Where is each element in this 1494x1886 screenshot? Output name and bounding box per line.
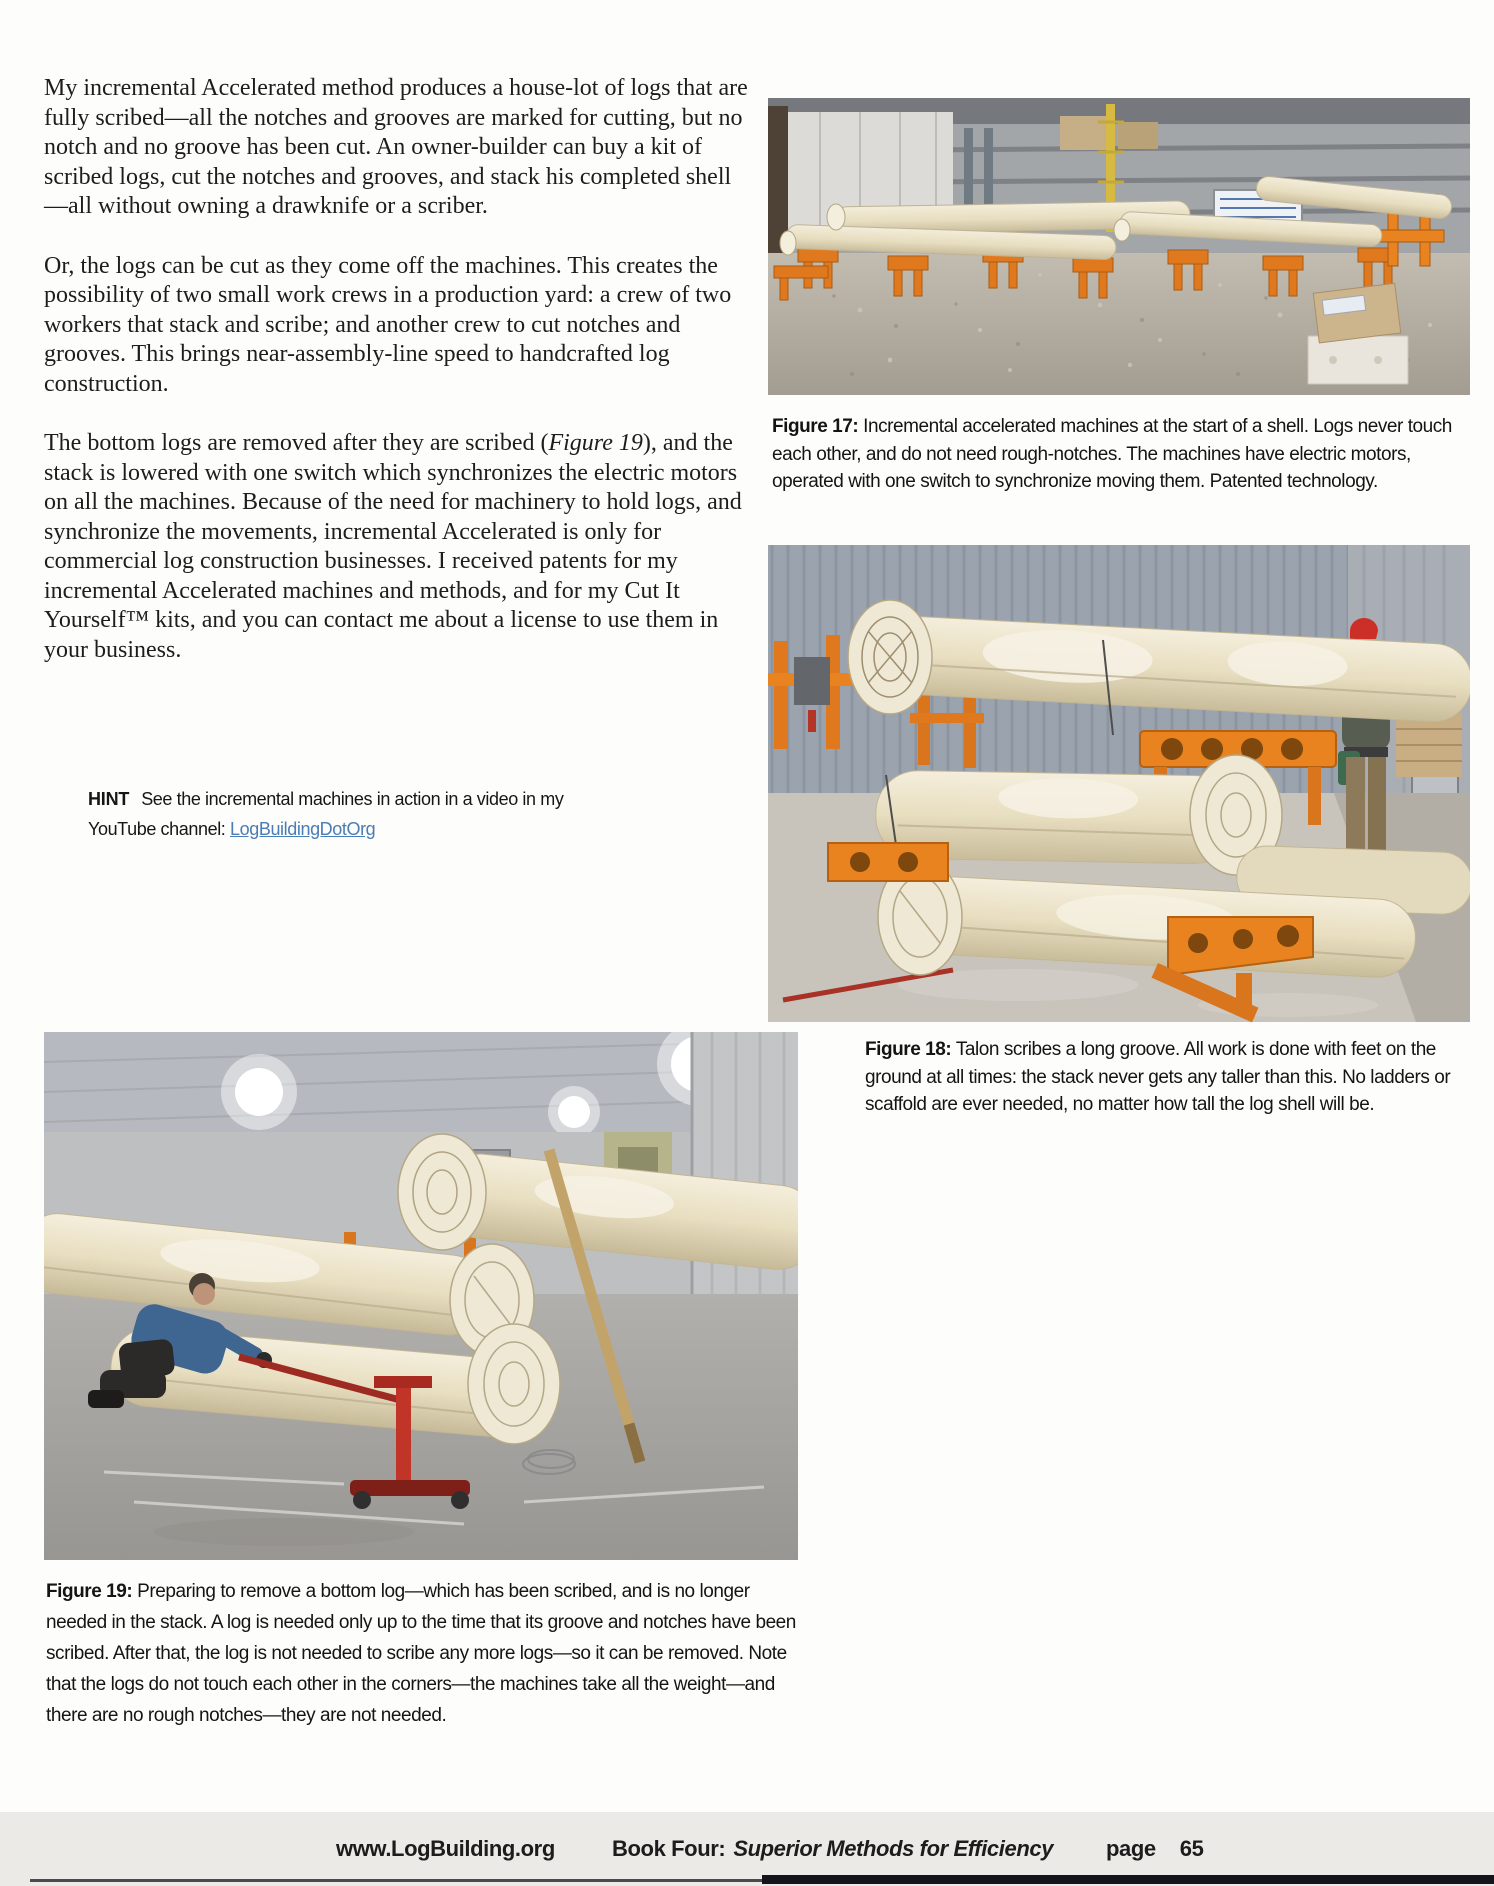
figure-18-text: Talon scribes a long groove. All work is done with feet on the ground at all times: the stack never gets any taller than this. No ladders or scaffold are ever needed, no matter how tall the log shell will be. — [865, 1039, 1451, 1115]
footer-page-label: page — [1106, 1836, 1156, 1861]
figure-17-photo — [768, 98, 1470, 395]
paragraph-2: Or, the logs can be cut as they come off the machines. This creates the possibility of two small work crews in a production yard: a crew of two workers that stack and scribe; and another crew to cut notches and grooves. This brings near-assembly-line speed to handcrafted log construction. — [44, 252, 732, 397]
youtube-channel-link[interactable]: LogBuildingDotOrg — [230, 819, 376, 839]
paragraph-1: My incremental Accelerated method produces a house-lot of logs that are fully scribed—all the notches and grooves are marked for cutting, but no notch and no groove has been cut. An owner-builder can buy a kit of scribed logs, cut the notches and grooves, and stack his completed shell—all without owning a drawknife or a scriber. — [44, 75, 748, 219]
hint-box — [88, 784, 608, 844]
footer-website: www.LogBuilding.org — [336, 1836, 555, 1861]
paragraph-3 — [44, 429, 752, 665]
figure-17-text: Incremental accelerated machines at the start of a shell. Logs never touch each other, and do not need rough-notches. The machines have electric motors, operated with one switch to synchronize moving them. Patented technology. — [772, 416, 1452, 492]
footer-rule-left — [30, 1879, 762, 1882]
footer-page — [1106, 1836, 1203, 1862]
footer-page-number: 65 — [1179, 1836, 1204, 1861]
figure-19-photo — [44, 1032, 798, 1560]
body-text — [44, 74, 752, 695]
paragraph-3-end: ), and the stack is lowered with one switch which synchronizes the electric motors on all the machines. Because of the need for machinery to hold logs, and synchronize the movements, incremental Accelerated is only for commercial log construction businesses. I received patents for my incremental Accelerated machines and methods, and for my Cut It Yourself™ kits, and you can contact me about a license to use them in your business. — [44, 430, 742, 663]
hint-text: See the incremental machines in action in a video in my YouTube channel: — [88, 789, 564, 839]
cardboard-box — [1308, 283, 1408, 384]
figure-17-caption — [772, 413, 1472, 496]
figure-17-label: Figure 17: — [772, 416, 859, 437]
footer-rule-right — [762, 1875, 1494, 1884]
figure-18-caption — [865, 1036, 1465, 1119]
paragraph-3-start: The bottom logs are removed after they are scribed ( — [44, 430, 549, 456]
ceiling — [44, 1032, 798, 1147]
figure-17-scene — [768, 98, 1470, 395]
figure-19-reference: Figure 19 — [548, 430, 643, 456]
figure-18-photo — [768, 545, 1470, 1022]
figure-19-scene — [44, 1032, 798, 1560]
footer-book — [612, 1836, 1053, 1862]
figure-19-label: Figure 19: — [46, 1581, 133, 1602]
footer-book-label: Book Four: — [612, 1836, 726, 1861]
figure-18-scene — [768, 545, 1470, 1022]
figure-18-label: Figure 18: — [865, 1039, 952, 1060]
footer-book-title: Superior Methods for Efficiency — [733, 1836, 1054, 1861]
figure-19-text: Preparing to remove a bottom log—which has been scribed, and is no longer needed in the stack. A log is needed only up to the time that its groove and notches have been scribed. After that, the log is not needed to scribe any more logs—so it can be removed. Note that the logs do not touch each other in the corners—the machines take all the weight—and there are no rough notches—they are not needed. — [46, 1581, 796, 1726]
figure-19-caption — [46, 1576, 798, 1731]
hint-label: HINT — [88, 789, 130, 809]
